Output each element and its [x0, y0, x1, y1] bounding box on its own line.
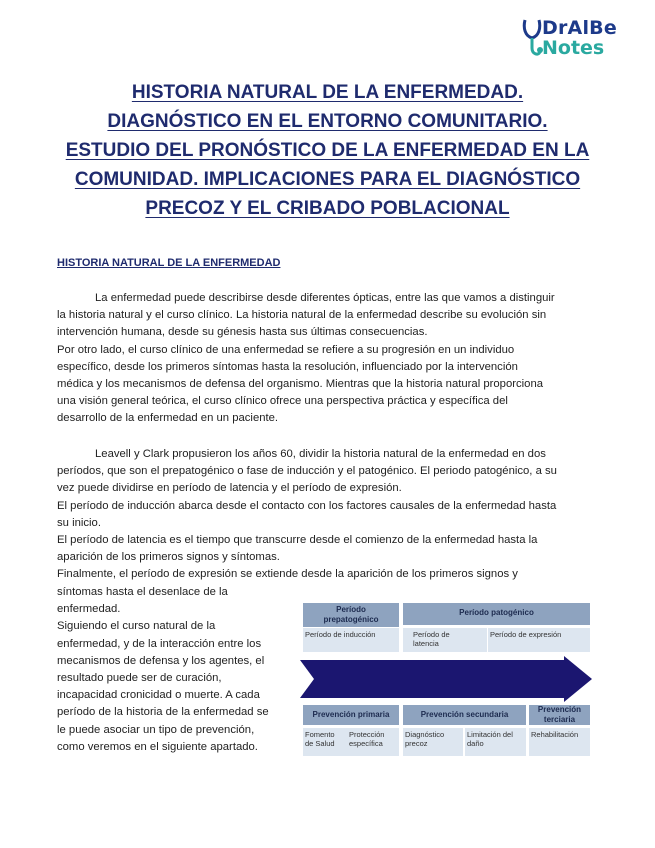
header-text: Prevención [537, 705, 582, 714]
cell-fomento [303, 728, 347, 756]
text-line: incapacidad cronicidad o muerte. A cada [57, 689, 260, 702]
header-text: terciaria [543, 715, 576, 724]
header-patogenico: Período patogénico [403, 603, 590, 625]
header-prevencion-secundaria: Prevención secundaria [403, 705, 526, 725]
natural-history-diagram [300, 601, 592, 759]
text-line: enfermedad, y de la interacción entre los [57, 637, 262, 650]
cell-expresion: Período de expresión [488, 628, 590, 652]
text-line: desarrollo de la enfermedad en un paciente. [57, 412, 279, 425]
title-line: COMUNIDAD. IMPLICACIONES PARA EL DIAGNÓSTICO [74, 169, 581, 190]
text-line: La enfermedad puede describirse desde diferentes ópticas, entre las que vamos a distinguir [95, 292, 555, 304]
paragraph-3 [57, 584, 297, 756]
text-line: Siguiendo el curso natural de la [57, 620, 216, 633]
text-line: aparición de los primeros signos y síntomas. [57, 551, 280, 564]
stethoscope-icon [522, 18, 544, 58]
document-title [40, 78, 615, 223]
header-prepatogenico [303, 603, 399, 627]
title-line: PRECOZ Y EL CRIBADO POBLACIONAL [145, 198, 510, 219]
text-line: Leavell y Clark propusieron los años 60, dividir la historia natural de la enfermedad en dos [95, 448, 546, 460]
header-text: Período [336, 605, 366, 614]
title-line: DIAGNÓSTICO EN EL ENTORNO COMUNITARIO. [107, 111, 548, 132]
cell-text: Limitación del [467, 730, 513, 739]
text-line: una visión general teórica, el curso clínico ofrece una perspectiva práctica y específica del [57, 395, 508, 408]
paragraph-2 [57, 446, 603, 584]
text-line: específico, desde los primeros síntomas hasta la resolución, influenciado por la intervención [57, 360, 518, 373]
cell-rehabilitacion: Rehabilitación [529, 728, 590, 756]
text-line: El período de latencia es el tiempo que transcurre desde el comienzo de la enfermedad hasta la [57, 534, 538, 547]
cell-text: precoz [405, 739, 428, 748]
header-prevencion-primaria: Prevención primaria [303, 705, 399, 725]
header-prevencion-terciaria [529, 705, 590, 725]
cell-proteccion [347, 728, 399, 756]
text-line: período de la historia de la enfermedad se [57, 706, 269, 719]
text-line: la historia natural y el curso clínico. La historia natural de la enfermedad describe su evolución sin [57, 309, 547, 322]
text-line: enfermedad. [57, 603, 121, 616]
paragraph-1 [57, 290, 603, 428]
text-line: El período de inducción abarca desde el contacto con los factores causales de la enfermedad hasta [57, 499, 557, 512]
text-line: como veremos en el siguiente apartado. [57, 740, 258, 753]
cell-latencia [403, 628, 487, 652]
cell-text: Protección [349, 730, 385, 739]
text-line: Por otro lado, el curso clínico de una enfermedad se refiere a su progresión en un individuo [57, 343, 515, 356]
text-line: Finalmente, el período de expresión se extiende desde la aparición de los primeros signos y [57, 568, 518, 581]
header-text: prepatogénico [323, 615, 379, 624]
cell-text: Período de [413, 630, 450, 639]
text-line: síntomas hasta el desenlace de la [57, 586, 228, 598]
cell-text: Fomento [305, 730, 335, 739]
cell-text: de Salud [305, 739, 335, 748]
text-line: su inicio. [57, 516, 101, 529]
cell-induccion: Período de inducción [303, 628, 399, 652]
cell-text: específica [349, 739, 383, 748]
section-heading: HISTORIA NATURAL DE LA ENFERMEDAD [57, 257, 281, 269]
brand-logo [522, 15, 632, 61]
cell-text: daño [467, 739, 484, 748]
logo-text-bottom: Notes [542, 37, 605, 59]
title-line: ESTUDIO DEL PRONÓSTICO DE LA ENFERMEDAD EN LA [65, 140, 590, 161]
cell-text: latencia [413, 639, 439, 648]
text-line: médica y los mecanismos de defensa del organismo. Mientras que la historia natural proporciona [57, 378, 544, 391]
timeline-arrow [300, 656, 592, 702]
cell-limitacion [465, 728, 526, 756]
text-line: le puede asociar un tipo de prevención, [57, 723, 255, 736]
title-line: HISTORIA NATURAL DE LA ENFERMEDAD. [131, 82, 524, 103]
arrow-shape [300, 656, 592, 702]
cell-diagnostico [403, 728, 463, 756]
text-line: mecanismos de defensa y los agentes, el [57, 654, 265, 667]
text-line: intervención humana, desde su génesis hasta sus últimas consecuencias. [57, 326, 428, 339]
text-line: vez puede dividirse en período de latencia y el período de expresión. [57, 482, 402, 495]
cell-text: Diagnóstico [405, 730, 445, 739]
text-line: resultado puede ser de curación, [57, 672, 222, 685]
text-line: períodos, que son el prepatogénico o fase de inducción y el patogénico. El periodo patogénico, a su [57, 465, 557, 478]
logo-text-top: DrAlBe [542, 17, 617, 39]
